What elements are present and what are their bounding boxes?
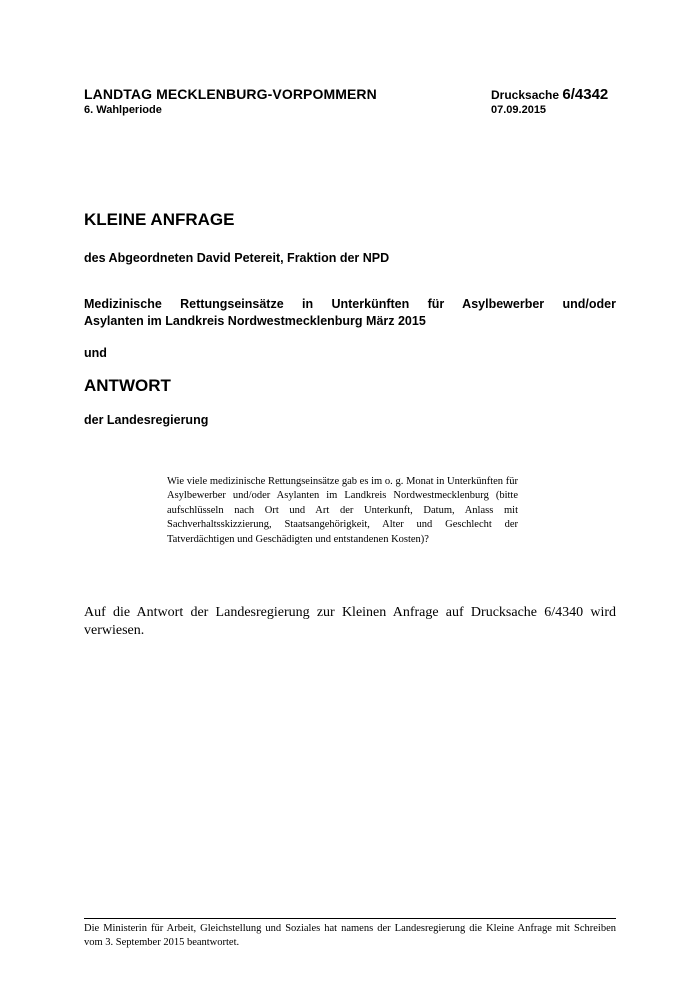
respondent-line: der Landesregierung bbox=[84, 413, 209, 427]
inquiry-subject-line-2: Asylanten im Landkreis Nordwestmecklenburg März 2015 bbox=[84, 314, 426, 328]
inquiry-subject-line-1: Medizinische Rettungseinsätze in Unterkünften für Asylbewerber und/oder bbox=[84, 297, 616, 311]
antwort-title: ANTWORT bbox=[84, 376, 171, 395]
footer-divider bbox=[84, 918, 616, 919]
document-reference bbox=[491, 86, 616, 103]
inquiry-subject bbox=[84, 296, 616, 330]
document-number: 6/4342 bbox=[562, 86, 609, 103]
kleine-anfrage-title: KLEINE ANFRAGE bbox=[84, 210, 235, 229]
document-label: Drucksache bbox=[491, 88, 560, 102]
parliament-name: LANDTAG MECKLENBURG-VORPOMMERN bbox=[84, 86, 377, 102]
answer-text: Auf die Antwort der Landesregierung zur Kleinen Anfrage auf Drucksache 6/4340 wird verwiesen. bbox=[84, 605, 616, 638]
connector-und: und bbox=[84, 346, 107, 360]
document-header bbox=[84, 86, 616, 116]
asker-line: des Abgeordneten David Petereit, Fraktion der NPD bbox=[84, 251, 390, 265]
footer-note: Die Ministerin für Arbeit, Gleichstellung und Soziales hat namens der Landesregierung die Kleine Anfrage mit Schreiben vom 3. September 2015 beantwortet. bbox=[84, 923, 616, 948]
question-text: Wie viele medizinische Rettungseinsätze gab es im o. g. Monat in Unterkünften für Asylbewerber und/oder Asylanten im Landkreis Nordwestmecklenburg (bitte aufschlüsseln nach Ort und Art der Unterkunft, Datum, Anlass mit Sachverhaltsskizzierung, Staatsangehörigkeit, Alter und Geschlecht der Tatverdächtigen und Geschädigten und entstandenen Kosten)? bbox=[167, 476, 518, 545]
document-date: 07.09.2015 bbox=[491, 104, 547, 116]
electoral-period: 6. Wahlperiode bbox=[84, 104, 162, 116]
